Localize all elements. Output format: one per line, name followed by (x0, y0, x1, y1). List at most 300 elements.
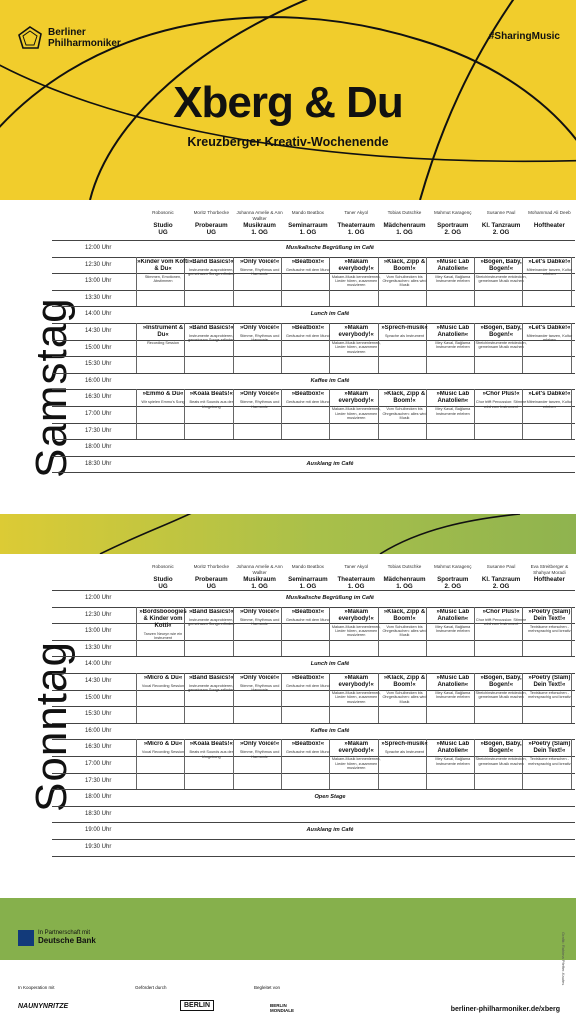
workshop-cell[interactable] (234, 741, 286, 787)
workshop-description: Texträume erforschen - mehrsprachig und kreativ (528, 624, 571, 633)
workshop-description: Beats mit Sounds aus der Umgebung (189, 750, 234, 759)
room-label: Theaterraum (337, 222, 375, 229)
deutsche-bank-partner[interactable] (18, 930, 96, 946)
workshop-description: Mey Kaval, Bağlama Instrumente erleben (435, 691, 471, 700)
time-label: 12:00 Uhr (85, 245, 112, 251)
time-label: 17:00 Uhr (85, 411, 112, 417)
workshop-cell[interactable] (234, 675, 286, 721)
workshop-title: »Only Voice!« (239, 741, 280, 748)
separator-banner (0, 514, 576, 554)
room-floor: 1. OG (347, 229, 365, 236)
room-floor: 1. OG (396, 229, 413, 236)
time-label: 14:00 Uhr (85, 311, 112, 318)
workshop-description: Mey Kaval, Bağlama Instrumente erleben (435, 407, 471, 416)
room-header (184, 210, 238, 236)
workshop-cell[interactable] (379, 391, 431, 437)
workshop-cell[interactable] (234, 325, 286, 371)
workshop-title: »Klack, Zipp & Boom!« (383, 391, 426, 405)
workshop-cell[interactable] (379, 325, 431, 371)
workshop-description: Vocal Recording Session (141, 684, 185, 688)
workshop-title: »Emmo & Du« (142, 391, 184, 398)
room-label: Seminarraum (288, 222, 328, 229)
time-label: 14:30 Uhr (85, 678, 112, 684)
workshop-cell[interactable] (137, 259, 189, 305)
person-name: Taner Akyol (344, 564, 369, 569)
workshop-description: Wir spielen Emmo's Song (141, 400, 185, 405)
workshop-cell[interactable] (137, 325, 189, 371)
workshop-title: »Micro & Du« (143, 741, 183, 748)
hashtag[interactable]: #SharingMusic (488, 31, 560, 42)
workshop-title: »Koala Beats!« (189, 391, 233, 398)
break-label: Musikalische Begrüßung im Café (286, 595, 374, 601)
workshop-title: »Makam everybody!« (338, 258, 374, 272)
break-label: Kaffee im Café (310, 727, 350, 734)
time-label: 13:30 Uhr (85, 644, 112, 651)
day-label: Sonntag (27, 641, 76, 812)
coop-label: In Kooperation mit (18, 985, 55, 990)
workshop-description: Sprache als Instrument (384, 750, 425, 755)
workshop-cell[interactable] (523, 259, 575, 305)
workshop-cell[interactable] (523, 675, 575, 721)
workshop-title: »Only Voice!« (239, 608, 280, 615)
room-name (184, 222, 238, 236)
logo-line1: Berliner (48, 27, 86, 38)
workshop-description: Geräusche mit dem Mund (286, 684, 330, 688)
workshop-title: »Band Basics!« (188, 258, 234, 265)
workshop-title: »Makam everybody!« (338, 675, 374, 688)
room-label: Hoftheater (533, 222, 565, 229)
workshop-title: »Makam everybody!« (338, 391, 374, 405)
person-name: Susanne Paul (486, 564, 516, 569)
room-name (233, 222, 287, 236)
time-label: 14:30 Uhr (85, 328, 112, 334)
room-name (136, 576, 190, 590)
workshop-cell[interactable] (282, 259, 334, 305)
room-name (426, 222, 480, 236)
workshop-description: Geräusche mit dem Mund (286, 267, 330, 272)
workshop-title: »Let's Dabke!« (528, 325, 571, 331)
room-floor: 1. OG (299, 229, 317, 236)
workshop-description: Stimme, Rhythmus und Harmonie (239, 267, 280, 276)
workshop-description: Streichinstrumente entdecken, gemeinsam Musik machen (475, 341, 527, 350)
workshop-title: »Chor Plus!« (482, 391, 520, 398)
workshop-title: »Music Lab Anatolien« (436, 675, 470, 688)
room-header (329, 210, 383, 236)
break-label: Lunch im Café (310, 661, 350, 668)
workshop-title: »Poetry (Slam) Dein Text!« (528, 741, 571, 755)
room-floor: 1. OG (299, 583, 317, 590)
person-name: Mando Beatbox (291, 564, 324, 569)
workshop-description: Makam-Musik kennenlernen, Lieder hören, zusammen musizieren (331, 407, 381, 421)
time-label: 13:00 Uhr (85, 628, 112, 635)
time-label: 15:00 Uhr (85, 344, 112, 351)
room-header (378, 210, 432, 236)
workshop-description: Geräusche mit dem Mund (286, 617, 330, 622)
workshop-cell[interactable] (282, 675, 334, 721)
workshop-cell[interactable] (379, 675, 431, 721)
workshop-description: Instrumente ausprobieren, gemeinsam Songs erfinden (188, 617, 235, 626)
time-label: 12:30 Uhr (85, 261, 112, 268)
room-name (378, 222, 432, 236)
room-header (329, 564, 383, 590)
workshop-title: »Beatbox!« (291, 258, 325, 265)
workshop-cell[interactable] (475, 675, 527, 721)
time-label: 18:30 Uhr (85, 810, 112, 817)
room-header (281, 210, 335, 236)
workshop-description: Streichinstrumente entdecken, gemeinsam Musik machen (475, 274, 527, 283)
workshop-description: Mey Kaval, Bağlama Instrumente erleben (435, 274, 471, 283)
workshop-description: Geräusche mit dem Mund (286, 750, 330, 755)
coop-logo[interactable]: NAUNYNRITZE (18, 1003, 69, 1010)
deutsche-bank-logo-icon (18, 930, 34, 946)
workshop-cell[interactable] (137, 741, 189, 787)
workshop-title: »Bogen, Baby, Bogen!« (480, 675, 522, 688)
room-label: Kl. Tanzraum (481, 576, 521, 583)
time-row (52, 806, 575, 822)
workshop-cell[interactable] (475, 609, 527, 655)
room-name (522, 222, 576, 229)
workshop-title: »Micro & Du« (143, 675, 183, 681)
room-label: Proberaum (194, 576, 228, 583)
workshop-cell[interactable] (330, 741, 382, 787)
accompanied-logo[interactable]: BERLIN MONDIALE (270, 1003, 294, 1013)
accompanied-label: Begleitet von (254, 985, 281, 990)
room-name (281, 222, 335, 236)
philharmonie-logo-icon (18, 26, 42, 50)
break-label: Kaffee im Café (310, 377, 350, 384)
time-label: 13:30 Uhr (85, 294, 112, 301)
time-label: 15:30 Uhr (85, 711, 112, 718)
workshop-title: »Bogen, Baby, Bogen!« (480, 258, 522, 272)
workshop-cell[interactable] (427, 675, 479, 721)
break-label: Musikalische Begrüßung im Café (286, 245, 374, 251)
time-label: 18:00 Uhr (85, 444, 112, 451)
room-header (378, 564, 432, 590)
workshop-title: »Beatbox!« (291, 325, 325, 331)
room-name (184, 576, 238, 590)
time-label: 15:30 Uhr (85, 361, 112, 368)
workshop-cell[interactable] (282, 741, 334, 787)
workshop-description: Mey Kaval, Bağlama Instrumente erleben (435, 757, 471, 766)
room-header (522, 210, 576, 229)
funded-logo[interactable]: BERLIN (180, 1000, 214, 1011)
workshop-cell[interactable] (330, 675, 382, 721)
room-header (474, 564, 528, 590)
room-header (281, 564, 335, 590)
workshop-description: Makam-Musik kennenlernen, Lieder hören, zusammen musizieren (331, 691, 381, 704)
workshop-description: Stimmen, Emotionen, Abstimmen (144, 274, 182, 283)
workshop-description: Vom Schulbecken bis Ohrgeräuschen: alles wird Musik (382, 407, 427, 421)
time-label: 12:30 Uhr (85, 611, 112, 618)
time-label: 17:30 Uhr (85, 777, 112, 784)
workshop-description: Geräusche mit dem Mund (286, 400, 330, 405)
db-name: Deutsche Bank (38, 936, 96, 945)
person-name: Mahmut Karagenç (434, 210, 472, 215)
workshop-cell[interactable] (475, 741, 527, 787)
room-floor: 2. OG (492, 229, 510, 236)
workshop-title: »Music Lab Anatolien« (436, 391, 470, 405)
grid-end-line (52, 472, 575, 473)
workshop-cell[interactable] (379, 609, 431, 655)
room-floor: 2. OG (492, 583, 510, 590)
person-name: Tobias Dutschke (387, 564, 422, 569)
person-name: Mohammad Ali Deeb (528, 210, 571, 215)
room-label: Proberaum (194, 222, 228, 229)
workshop-cell[interactable] (523, 391, 575, 437)
workshop-title: »Only Voice!« (239, 325, 280, 331)
break-label: Open Stage (314, 794, 346, 801)
decorative-lines-mid (0, 514, 576, 554)
room-header (136, 210, 190, 236)
room-label: Sportraum (437, 222, 469, 229)
workshop-title: »Klack, Zipp & Boom!« (383, 258, 426, 272)
db-text (38, 930, 96, 946)
room-floor: 2. OG (444, 583, 462, 590)
workshop-description: Recording Session (147, 341, 179, 345)
grid-end-line (52, 856, 575, 857)
workshop-title: »Makam everybody!« (338, 608, 374, 622)
time-label: 16:00 Uhr (85, 377, 112, 384)
workshop-description: Tanzen Neuryn wie ein Instrument (143, 631, 183, 640)
workshop-cell[interactable] (330, 259, 382, 305)
room-floor: UG (158, 583, 168, 590)
person-name: Robosonic (152, 564, 174, 569)
room-floor: UG (158, 229, 168, 236)
workshop-cell[interactable] (475, 391, 527, 437)
workshop-description: Vocal Recording Session (141, 750, 185, 755)
time-label: 16:00 Uhr (85, 727, 112, 734)
break-label: Ausklang im Café (306, 460, 354, 467)
time-label: 19:00 Uhr (85, 827, 112, 834)
workshop-description: Geräusche mit dem Mund (286, 334, 330, 338)
room-label: Theaterraum (337, 576, 375, 583)
time-label: 16:30 Uhr (85, 744, 112, 751)
workshop-description: Stimme, Rhythmus und Harmonie (239, 617, 280, 626)
workshop-cell[interactable] (282, 609, 334, 655)
workshop-cell[interactable] (330, 609, 382, 655)
workshop-cell[interactable] (282, 325, 334, 371)
break-label: Ausklang im Café (306, 827, 354, 834)
workshop-cell[interactable] (330, 391, 382, 437)
workshop-cell[interactable] (185, 391, 237, 437)
workshop-description: Texträume erforschen - mehrsprachig und kreativ (528, 691, 571, 700)
workshop-description: Stimme, Rhythmus und Harmonie (239, 334, 280, 343)
workshop-cell[interactable] (427, 609, 479, 655)
time-label: 14:00 Uhr (85, 661, 112, 668)
person-name: Moritz Thorbecke (193, 564, 229, 569)
workshop-description: Chor trifft Percussion: Stimme wird zum Instrument (475, 400, 527, 409)
logo-text (48, 27, 121, 49)
workshop-title: »Only Voice!« (239, 675, 280, 681)
funded-label: Gefördert durch (135, 985, 167, 990)
workshop-cell[interactable] (185, 741, 237, 787)
time-row (52, 439, 575, 455)
time-label: 12:00 Uhr (85, 595, 112, 601)
workshop-description: Stimme, Rhythmus und Harmonie (239, 750, 280, 759)
workshop-description: Instrumente ausprobieren, gemeinsam Songs erfinden (188, 334, 235, 343)
workshop-description: Mitreinander tanzen, Kultur erleben (526, 334, 573, 343)
room-name (233, 576, 287, 590)
room-label: Mädchenraum (383, 576, 426, 583)
workshop-description: Makam-Musik kennenlernen, Lieder hören, zusammen musizieren (331, 757, 381, 771)
workshop-title: »Let's Dabke!« (528, 258, 571, 265)
workshop-title: »Instrument & Du« (142, 325, 184, 338)
room-header (136, 564, 190, 590)
time-label: 13:00 Uhr (85, 278, 112, 285)
day-label: Samstag (27, 297, 76, 478)
workshop-cell[interactable] (379, 259, 431, 305)
workshop-title: »Sprech-musik« (381, 325, 428, 331)
workshop-description: Instrumente ausprobieren, gemeinsam Songs erfinden (188, 267, 235, 276)
footer-banner (0, 898, 576, 960)
workshop-cell[interactable] (475, 325, 527, 371)
workshop-description: Mey Kaval, Bağlama Instrumente erleben (435, 341, 471, 350)
workshop-title: »Band Basics!« (188, 675, 234, 681)
workshop-cell[interactable] (185, 609, 237, 655)
room-header (474, 210, 528, 236)
room-label: Hoftheater (533, 576, 565, 583)
room-header (426, 564, 480, 590)
workshop-cell[interactable] (427, 741, 479, 787)
workshop-title: »Only Voice!« (239, 391, 280, 398)
workshop-description: Instrumente ausprobieren, gemeinsam Songs erfinden (188, 684, 235, 693)
workshop-cell[interactable] (523, 609, 575, 655)
workshop-description: Makam-Musik kennenlernen, Lieder hören, zusammen musizieren (331, 274, 381, 288)
workshop-title: »Beatbox!« (291, 608, 325, 615)
room-floor: 1. OG (396, 583, 413, 590)
workshop-title: »Bordsbooogies & Kinder vom Kotti« (139, 608, 187, 629)
workshop-description: Chor trifft Percussion: Stimme wird zum Instrument (475, 617, 527, 626)
person-name: Robosonic (152, 210, 174, 215)
room-header (184, 564, 238, 590)
workshop-title: »Beatbox!« (291, 391, 325, 398)
page-title: Xberg & Du (173, 78, 403, 127)
workshop-description: Beats mit Sounds aus der Umgebung (189, 400, 234, 409)
workshop-cell[interactable] (523, 325, 575, 371)
page-subtitle: Kreuzberger Kreativ-Wochenende (187, 135, 389, 149)
workshop-title: »Sprech-musik« (381, 741, 428, 748)
workshop-title: »Poetry (Slam) Dein Text!« (528, 608, 571, 622)
room-name (426, 576, 480, 590)
workshop-cell[interactable] (282, 391, 334, 437)
time-label: 16:30 Uhr (85, 394, 112, 401)
room-floor: 2. OG (444, 229, 462, 236)
workshop-cell[interactable] (185, 259, 237, 305)
time-label: 15:00 Uhr (85, 694, 112, 701)
room-name (378, 576, 432, 590)
workshop-cell[interactable] (234, 609, 286, 655)
workshop-title: »Bogen, Baby, Bogen!« (480, 325, 522, 338)
workshop-title: »Chor Plus!« (482, 608, 520, 615)
workshop-description: Sprache als Instrument (384, 334, 425, 338)
website-link[interactable]: berliner-philharmoniker.de/xberg (450, 1006, 560, 1013)
workshop-description: Vom Schulbecken bis Ohrgeräuschen: alles wird Musik (382, 624, 427, 638)
workshop-description: Mitreinander tanzen, Kultur erleben (526, 267, 573, 276)
workshop-title: »Kinder vom Kotti & Du« (137, 258, 189, 272)
room-floor: 1. OG (251, 583, 268, 590)
person-name: Mahmut Karagenç (434, 564, 472, 569)
workshop-title: »Klack, Zipp & Boom!« (383, 608, 426, 622)
person-name: Johanna Amelie & Ann Wallter (236, 210, 283, 221)
room-floor: 1. OG (347, 583, 365, 590)
workshop-title: »Beatbox!« (291, 675, 325, 681)
workshop-description: Texträume erforschen - mehrsprachig und kreativ (528, 757, 571, 766)
room-label: Musikraum (243, 222, 276, 229)
room-header (233, 210, 287, 236)
workshop-cell[interactable] (379, 741, 431, 787)
room-header (233, 564, 287, 590)
room-name (474, 576, 528, 590)
workshop-cell[interactable] (137, 609, 189, 655)
workshop-description: Stimme, Rhythmus und Harmonie (239, 684, 280, 693)
room-label: Musikraum (243, 576, 276, 583)
workshop-cell[interactable] (523, 741, 575, 787)
workshop-title: »Music Lab Anatolien« (436, 325, 470, 338)
break-label: Lunch im Café (310, 311, 350, 318)
workshop-cell[interactable] (137, 675, 189, 721)
room-floor: UG (206, 229, 216, 236)
person-name: Mando Beatbox (291, 210, 324, 215)
person-name: Johanna Amelie & Ann Wallter (236, 564, 283, 575)
workshop-cell[interactable] (427, 259, 479, 305)
workshop-cell[interactable] (427, 391, 479, 437)
workshop-cell[interactable] (330, 325, 382, 371)
workshop-description: Makam-Musik kennenlernen, Lieder hören, zusammen musizieren (331, 624, 381, 638)
workshop-description: Vom Schulbecken bis Ohrgeräuschen: alles wird Musik (382, 274, 427, 288)
person-name: Susanne Paul (486, 210, 516, 215)
workshop-cell[interactable] (234, 391, 286, 437)
header-banner (0, 0, 576, 200)
room-name (329, 576, 383, 590)
time-label: 17:00 Uhr (85, 761, 112, 767)
workshop-title: »Band Basics!« (188, 608, 234, 615)
workshop-description: Mey Kaval, Bağlama Instrumente erleben (435, 624, 471, 633)
workshop-title: »Bogen, Baby, Bogen!« (480, 741, 522, 755)
workshop-title: »Makam everybody!« (338, 325, 374, 338)
room-label: Seminarraum (288, 576, 328, 583)
workshop-title: »Music Lab Anatolien« (436, 608, 470, 622)
room-label: Studio (153, 222, 173, 229)
workshop-cell[interactable] (427, 325, 479, 371)
room-name (281, 576, 335, 590)
room-name (522, 576, 576, 583)
room-header (426, 210, 480, 236)
room-name (474, 222, 528, 236)
room-label: Mädchenraum (383, 222, 426, 229)
logo[interactable] (18, 26, 121, 50)
workshop-cell[interactable] (475, 259, 527, 305)
workshop-description: Streichinstrumente entdecken, gemeinsam Musik machen (475, 691, 527, 700)
workshop-title: »Klack, Zipp & Boom!« (383, 675, 426, 688)
person-name: Taner Akyol (344, 210, 369, 215)
person-name: Tobias Dutschke (387, 210, 422, 215)
time-label: 17:30 Uhr (85, 427, 112, 434)
workshop-cell[interactable] (137, 391, 189, 437)
workshop-cell[interactable] (234, 259, 286, 305)
room-floor: UG (206, 583, 216, 590)
workshop-description: Vom Schulbecken bis Ohrgeräuschen: alles wird Musik (382, 691, 427, 704)
graphic-credit: Grafik: Rahima Pfeffer-Kaufes (561, 932, 566, 986)
workshop-title: »Band Basics!« (188, 325, 234, 331)
time-label: 18:30 Uhr (85, 460, 112, 467)
workshop-cell[interactable] (185, 675, 237, 721)
room-label: Sportraum (437, 576, 469, 583)
workshop-description: Streichinstrumente entdecken, gemeinsam Musik machen (475, 757, 527, 766)
time-label: 19:30 Uhr (85, 844, 112, 850)
workshop-title: »Poetry (Slam) Dein Text!« (528, 675, 571, 688)
workshop-cell[interactable] (185, 325, 237, 371)
workshop-description: Makam-Musik kennenlernen, Lieder hören, zusammen musizieren (331, 341, 381, 354)
